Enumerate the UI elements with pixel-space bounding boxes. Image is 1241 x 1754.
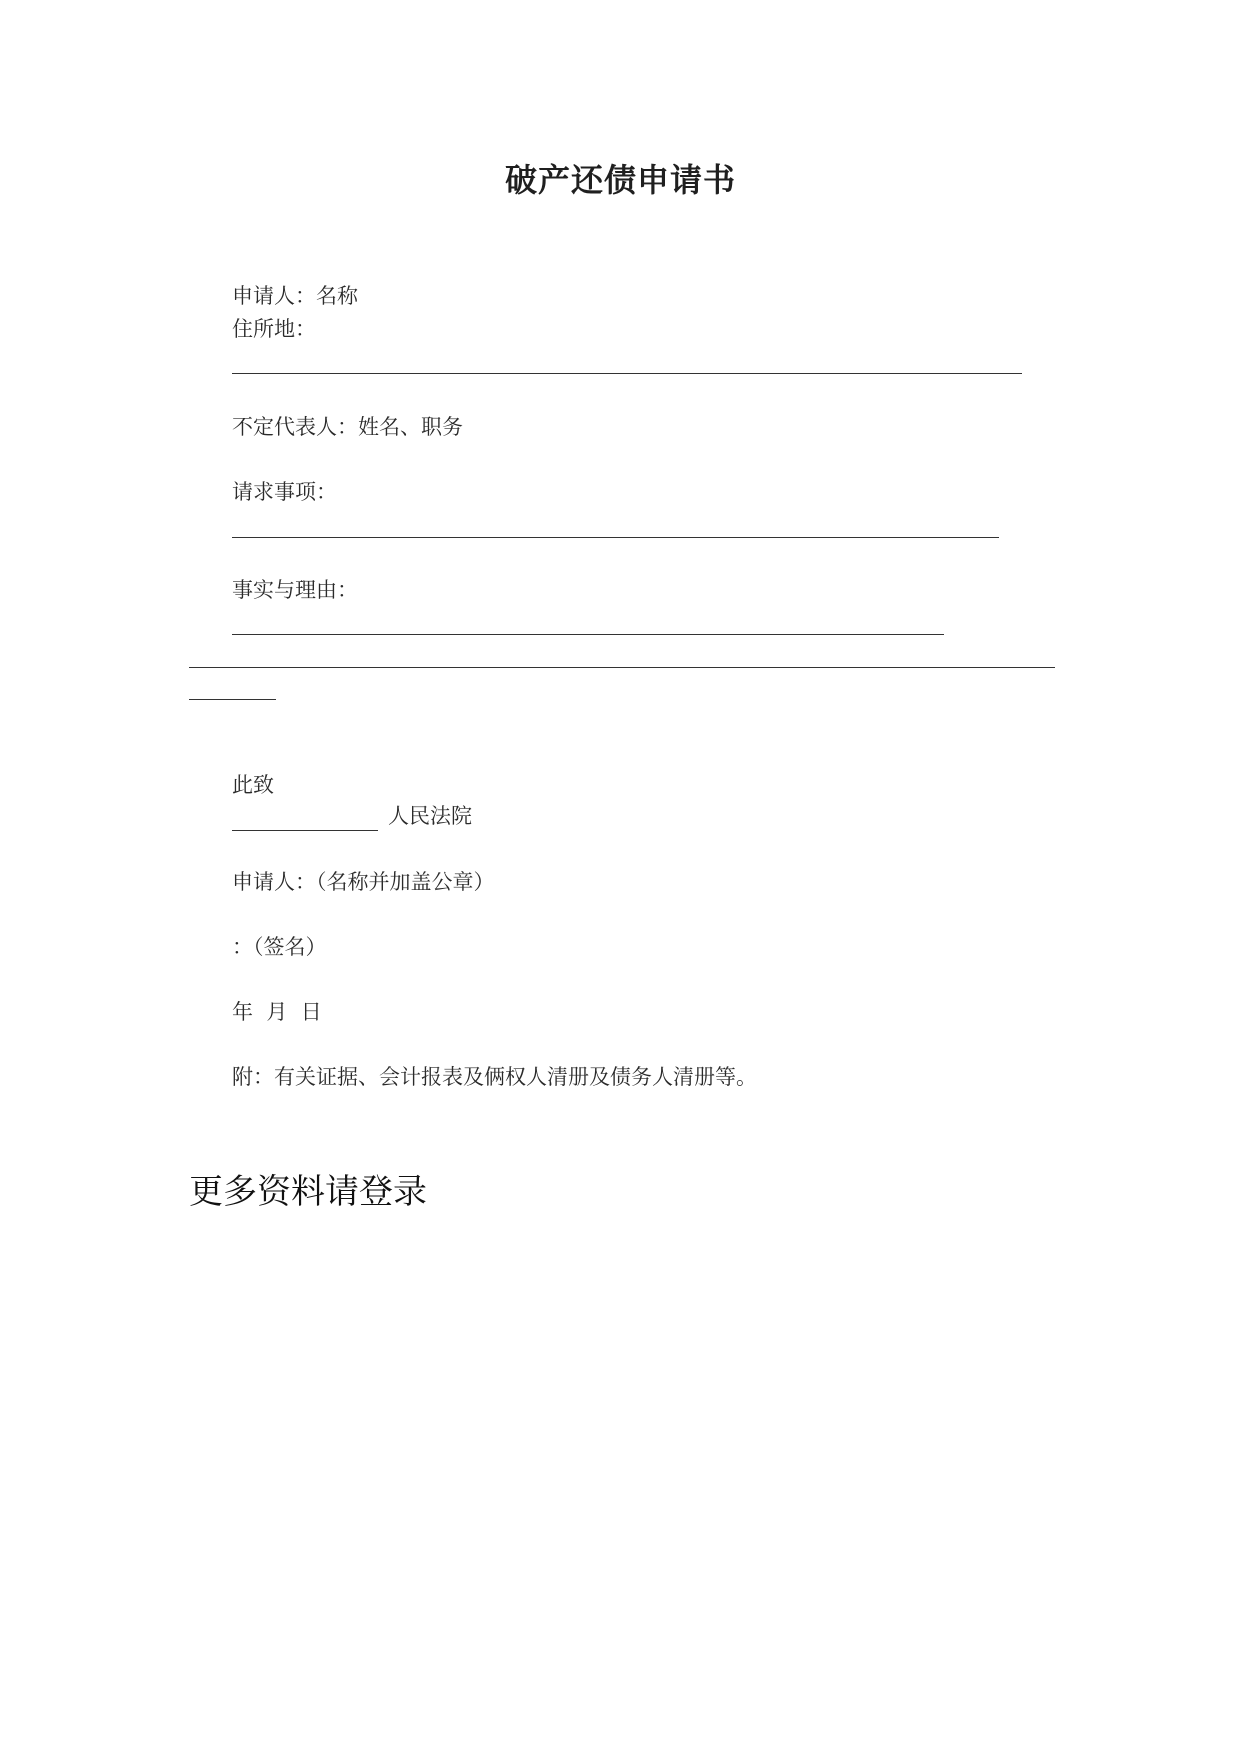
attachment-line: 附：有关证据、会计报表及俩权人清册及债务人清册等。 <box>232 1065 757 1089</box>
document-title: 破产还债申请书 <box>504 161 736 199</box>
closing-line: 此致 <box>232 773 274 797</box>
date-line: 年 月 日 <box>232 1000 322 1024</box>
signature-line: ：（签名） <box>232 935 327 959</box>
facts-blank-line-2 <box>189 667 1055 668</box>
claims-blank-line <box>232 537 999 538</box>
court-line <box>232 801 472 831</box>
facts-blank-line-3 <box>189 699 276 700</box>
representative-line: 不定代表人：姓名、职务 <box>232 415 463 439</box>
court-suffix: 人民法院 <box>388 804 472 828</box>
address-line: 住所地： <box>232 317 316 341</box>
address-blank-line <box>232 373 1022 374</box>
more-info-text: 更多资料请登录 <box>189 1172 427 1212</box>
facts-line: 事实与理由： <box>232 578 358 602</box>
applicant-line: 申请人：名称 <box>232 284 358 308</box>
court-name-blank <box>232 806 378 831</box>
facts-blank-line-1 <box>232 634 944 635</box>
claims-line: 请求事项： <box>232 480 337 504</box>
applicant-seal-line: 申请人：（名称并加盖公章） <box>232 870 495 894</box>
